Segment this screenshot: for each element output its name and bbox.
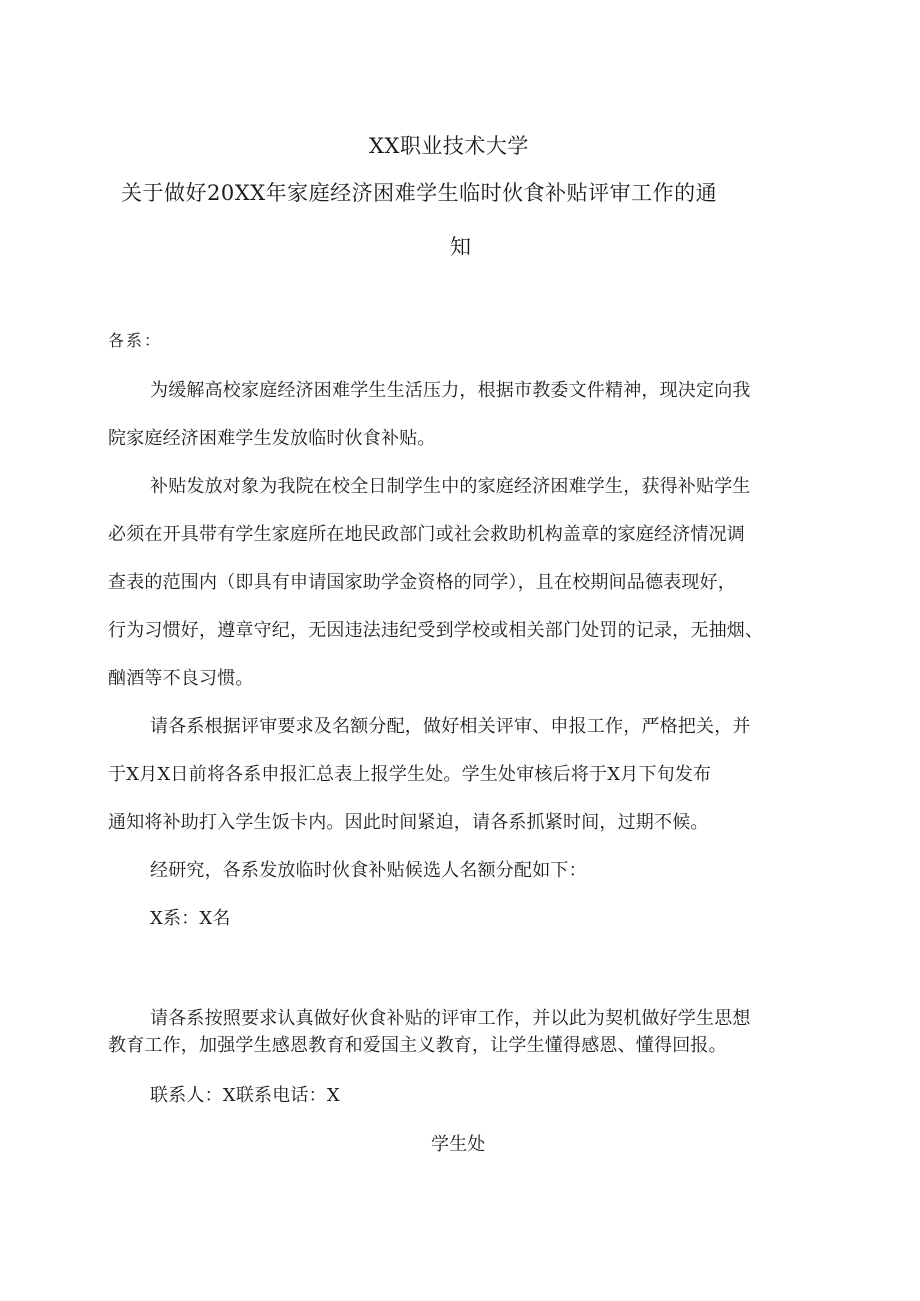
paragraph-2-line-3: 查表的范围内（即具有申请国家助学金资格的同学），且在校期间品德表现好，	[108, 572, 736, 593]
document-title-school: XX职业技术大学	[369, 134, 529, 158]
paragraph-3-line-1: 请各系根据评审要求及名额分配，做好相关评审、申报工作，严格把关，并	[150, 716, 751, 737]
allocation-line: X系：X名	[150, 908, 231, 929]
salutation: 各系：	[108, 331, 163, 350]
paragraph-5-line-1: 请各系按照要求认真做好伙食补贴的评审工作，并以此为契机做好学生思想	[150, 1008, 751, 1029]
document-title-subject-end: 知	[450, 235, 472, 259]
paragraph-4: 经研究，各系发放临时伙食补贴候选人名额分配如下：	[150, 860, 587, 881]
paragraph-3-line-3: 通知将补助打入学生饭卡内。因此时间紧迫，请各系抓紧时间，过期不候。	[108, 812, 709, 833]
paragraph-2-line-1: 补贴发放对象为我院在校全日制学生中的家庭经济困难学生，获得补贴学生	[150, 476, 751, 497]
paragraph-1-line-2: 院家庭经济困难学生发放临时伙食补贴。	[108, 428, 436, 449]
contact-line: 联系人：X联系电话：X	[150, 1085, 340, 1106]
paragraph-2-line-5: 酗酒等不良习惯。	[108, 668, 254, 689]
signature: 学生处	[431, 1134, 486, 1155]
paragraph-2-line-4: 行为习惯好，遵章守纪，无因违法违纪受到学校或相关部门处罚的记录，无抽烟、	[108, 620, 764, 641]
document-title-subject: 关于做好20XX年家庭经济困难学生临时伙食补贴评审工作的通	[121, 181, 718, 205]
paragraph-5-line-2: 教育工作，加强学生感恩教育和爱国主义教育，让学生懂得感恩、懂得回报。	[108, 1035, 727, 1056]
paragraph-2-line-2: 必须在开具带有学生家庭所在地民政部门或社会救助机构盖章的家庭经济情况调	[108, 524, 745, 545]
paragraph-3-line-2: 于X月X日前将各系申报汇总表上报学生处。学生处审核后将于X月下旬发布	[108, 764, 712, 785]
paragraph-1-line-1: 为缓解高校家庭经济困难学生生活压力，根据市教委文件精神，现决定向我	[150, 380, 751, 401]
